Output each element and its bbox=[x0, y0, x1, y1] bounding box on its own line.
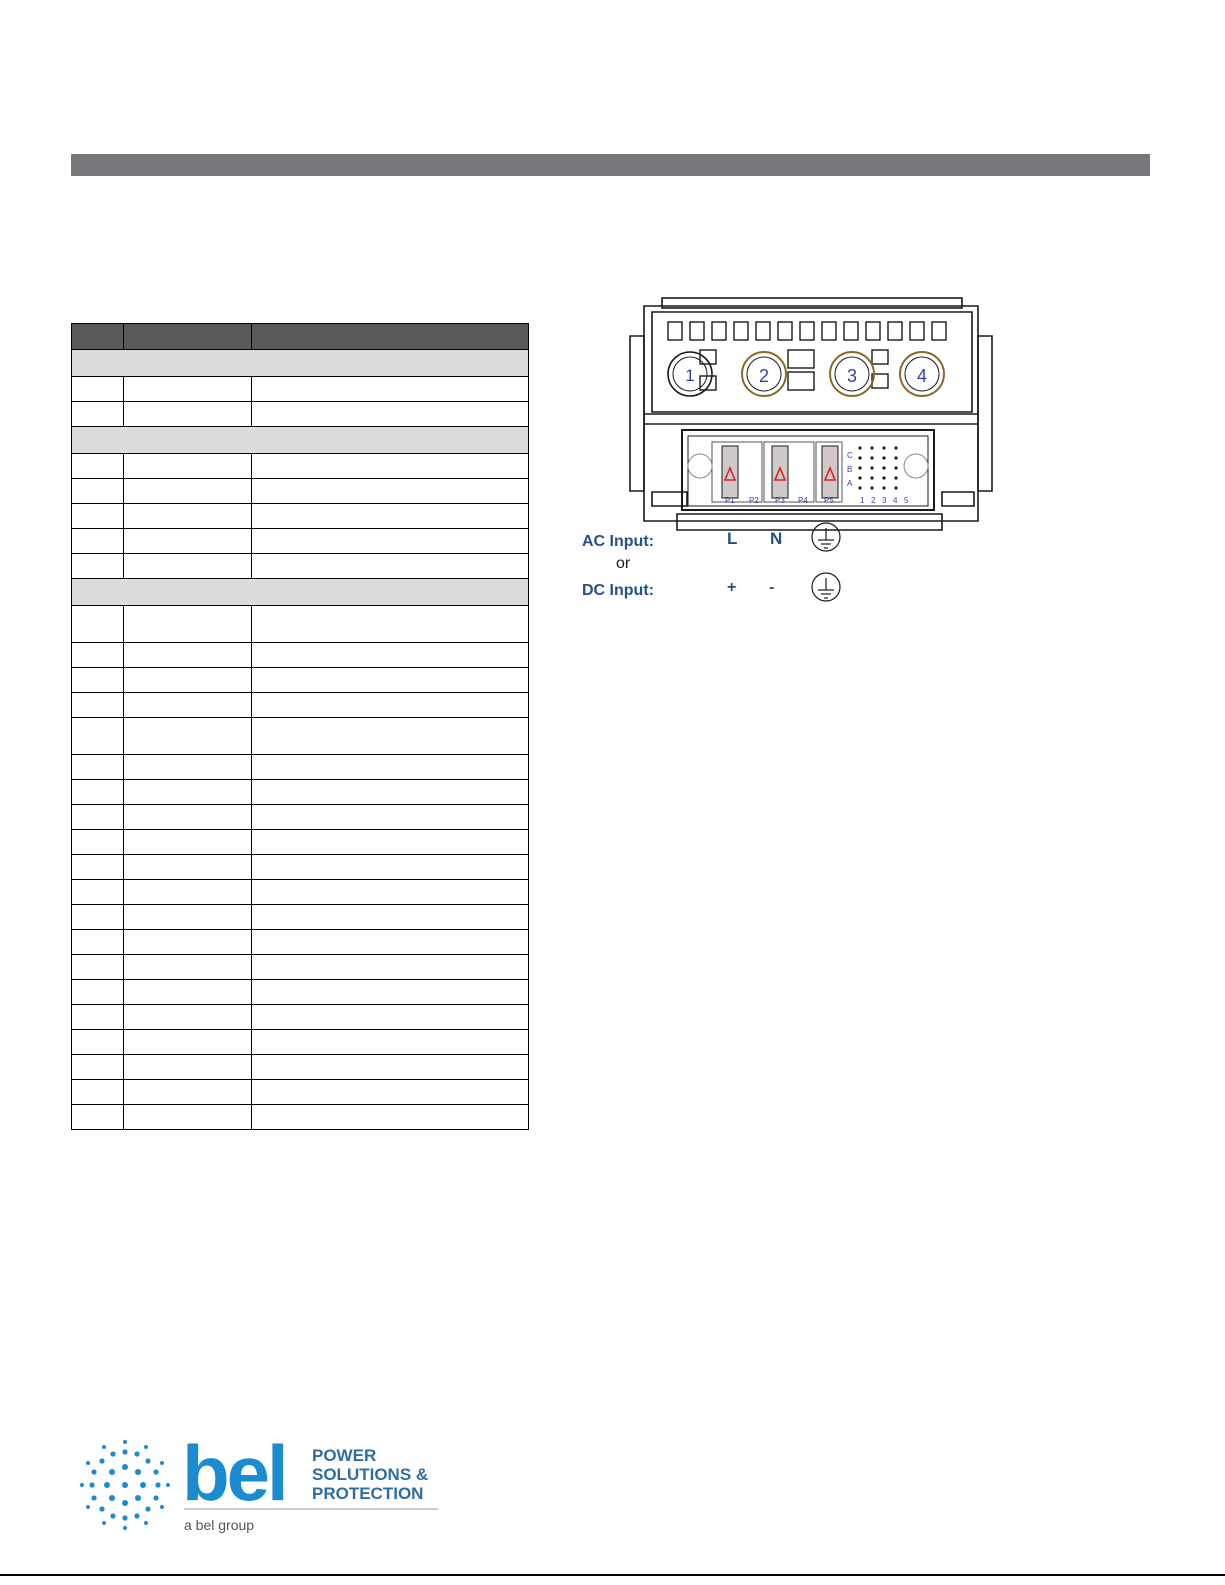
table-cell bbox=[124, 905, 252, 930]
table-row bbox=[72, 643, 529, 668]
table-cell bbox=[252, 855, 529, 880]
table-cell bbox=[124, 830, 252, 855]
table-cell bbox=[124, 402, 252, 427]
table-cell bbox=[252, 1105, 529, 1130]
table-cell bbox=[72, 479, 124, 504]
group-cell bbox=[72, 579, 529, 606]
table-cell bbox=[124, 504, 252, 529]
table-cell bbox=[252, 643, 529, 668]
table-cell bbox=[72, 955, 124, 980]
module-number: 1 bbox=[685, 366, 695, 385]
module-number: 2 bbox=[758, 366, 770, 386]
table-cell bbox=[252, 554, 529, 579]
protective-earth-icon bbox=[812, 523, 840, 551]
table-cell bbox=[72, 402, 124, 427]
company-logo bbox=[80, 1440, 460, 1540]
table-cell bbox=[124, 1080, 252, 1105]
table-row bbox=[72, 980, 529, 1005]
table-row bbox=[72, 1030, 529, 1055]
logo-wordmark: bel bbox=[182, 1440, 286, 1517]
table-row bbox=[72, 955, 529, 980]
table-cell bbox=[72, 1055, 124, 1080]
dotted-globe-icon bbox=[80, 1440, 170, 1530]
table-row bbox=[72, 905, 529, 930]
pin-label: 4 bbox=[893, 496, 898, 505]
table-cell bbox=[252, 1005, 529, 1030]
group-cell bbox=[72, 427, 529, 454]
signal-letter: C bbox=[847, 451, 853, 460]
table-cell bbox=[252, 830, 529, 855]
table-cell bbox=[72, 643, 124, 668]
connector-pinout-diagram bbox=[582, 296, 1022, 616]
table-cell bbox=[72, 780, 124, 805]
table-row bbox=[72, 805, 529, 830]
table-cell bbox=[252, 668, 529, 693]
or-text: or bbox=[616, 555, 631, 572]
group-cell bbox=[72, 350, 529, 377]
table-row bbox=[72, 554, 529, 579]
table-cell bbox=[124, 855, 252, 880]
table-cell bbox=[72, 693, 124, 718]
table-row bbox=[72, 693, 529, 718]
table-cell bbox=[124, 377, 252, 402]
table-row bbox=[72, 1080, 529, 1105]
table-cell bbox=[124, 1105, 252, 1130]
pin-label: 5 bbox=[904, 496, 909, 505]
protective-earth-icon bbox=[812, 573, 840, 601]
table-row bbox=[72, 780, 529, 805]
table-cell bbox=[252, 454, 529, 479]
table-row bbox=[72, 930, 529, 955]
table-cell bbox=[252, 930, 529, 955]
table-cell bbox=[124, 606, 252, 643]
table-cell bbox=[72, 905, 124, 930]
table-cell bbox=[124, 755, 252, 780]
pin-label: P5 bbox=[824, 496, 834, 505]
logo-tagline-line: POWER bbox=[312, 1446, 377, 1465]
table-cell bbox=[124, 805, 252, 830]
section-header-bar bbox=[71, 154, 1150, 176]
header-cell bbox=[252, 324, 529, 350]
table-row bbox=[72, 606, 529, 643]
pin-label: P3 bbox=[775, 496, 785, 505]
table-row bbox=[72, 454, 529, 479]
table-group-row bbox=[72, 579, 529, 606]
dc-input-label: DC Input: bbox=[582, 582, 654, 599]
table-cell bbox=[252, 805, 529, 830]
table-cell bbox=[124, 479, 252, 504]
table-cell bbox=[124, 529, 252, 554]
pin-label: 2 bbox=[871, 496, 876, 505]
table-header-row bbox=[72, 324, 529, 350]
table-cell bbox=[72, 454, 124, 479]
ac-input-label: AC Input: bbox=[582, 533, 654, 550]
pin-assignment-table bbox=[71, 323, 529, 1130]
table-cell bbox=[72, 718, 124, 755]
footer-rule bbox=[0, 1574, 1225, 1576]
table-cell bbox=[252, 880, 529, 905]
input-connector-block bbox=[682, 430, 934, 510]
table-cell bbox=[252, 377, 529, 402]
ac-line-label: L bbox=[727, 529, 738, 548]
table-row bbox=[72, 377, 529, 402]
table-cell bbox=[252, 718, 529, 755]
connector-housing bbox=[630, 298, 992, 530]
table-cell bbox=[72, 554, 124, 579]
table-cell bbox=[72, 504, 124, 529]
table-cell bbox=[252, 1030, 529, 1055]
table-row bbox=[72, 402, 529, 427]
table-cell bbox=[252, 780, 529, 805]
table-cell bbox=[124, 668, 252, 693]
table-cell bbox=[252, 402, 529, 427]
table-cell bbox=[252, 980, 529, 1005]
table-cell bbox=[252, 1080, 529, 1105]
table-cell bbox=[124, 554, 252, 579]
table-row bbox=[72, 1055, 529, 1080]
table-row bbox=[72, 504, 529, 529]
table-cell bbox=[72, 930, 124, 955]
table-cell bbox=[124, 980, 252, 1005]
table-cell bbox=[252, 755, 529, 780]
table-cell bbox=[72, 805, 124, 830]
table-cell bbox=[252, 529, 529, 554]
table-cell bbox=[124, 955, 252, 980]
table-cell bbox=[72, 855, 124, 880]
table-row bbox=[72, 830, 529, 855]
pin-label: P2 bbox=[749, 496, 759, 505]
logo-tagline-line: SOLUTIONS & bbox=[312, 1465, 429, 1484]
table-cell bbox=[252, 693, 529, 718]
table-cell bbox=[72, 529, 124, 554]
table-cell bbox=[72, 377, 124, 402]
pin-label: 3 bbox=[882, 496, 887, 505]
table-cell bbox=[252, 1055, 529, 1080]
signal-letter: A bbox=[847, 479, 853, 488]
top-slot-row bbox=[668, 322, 946, 390]
module-number: 3 bbox=[846, 366, 858, 386]
table-cell bbox=[124, 1005, 252, 1030]
table-cell bbox=[252, 504, 529, 529]
table-cell bbox=[252, 955, 529, 980]
table-row bbox=[72, 1005, 529, 1030]
table-cell bbox=[124, 1030, 252, 1055]
table-group-row bbox=[72, 350, 529, 377]
logo-subtext: a bel group bbox=[184, 1517, 255, 1533]
table-row bbox=[72, 755, 529, 780]
table-cell bbox=[124, 718, 252, 755]
table-row bbox=[72, 668, 529, 693]
table-cell bbox=[124, 930, 252, 955]
table-cell bbox=[72, 1005, 124, 1030]
table-row bbox=[72, 855, 529, 880]
pin-label: P1 bbox=[725, 496, 735, 505]
signal-letter: B bbox=[847, 465, 853, 474]
table-cell bbox=[72, 1105, 124, 1130]
table-row bbox=[72, 1105, 529, 1130]
table-cell bbox=[72, 980, 124, 1005]
ac-neutral-label: N bbox=[770, 529, 783, 548]
table-cell bbox=[72, 1030, 124, 1055]
table-cell bbox=[72, 755, 124, 780]
logo-tagline-line: PROTECTION bbox=[312, 1484, 424, 1503]
table-group-row bbox=[72, 427, 529, 454]
table-row bbox=[72, 718, 529, 755]
pin-label: P4 bbox=[798, 496, 808, 505]
table-cell bbox=[124, 454, 252, 479]
table-cell bbox=[252, 606, 529, 643]
table-cell bbox=[252, 905, 529, 930]
table-cell bbox=[124, 643, 252, 668]
table-row bbox=[72, 880, 529, 905]
table-cell bbox=[124, 693, 252, 718]
pin-label: 1 bbox=[860, 496, 865, 505]
table-cell bbox=[72, 668, 124, 693]
table-cell bbox=[72, 606, 124, 643]
table-cell bbox=[72, 830, 124, 855]
dc-plus-label: + bbox=[727, 579, 737, 596]
table-cell bbox=[72, 880, 124, 905]
table-cell bbox=[124, 880, 252, 905]
table-cell bbox=[124, 1055, 252, 1080]
dc-minus-label: - bbox=[769, 579, 775, 596]
table-row bbox=[72, 479, 529, 504]
table-cell bbox=[252, 479, 529, 504]
header-cell bbox=[72, 324, 124, 350]
module-number: 4 bbox=[916, 366, 928, 386]
header-cell bbox=[124, 324, 252, 350]
table-cell bbox=[72, 1080, 124, 1105]
table-cell bbox=[124, 780, 252, 805]
table-row bbox=[72, 529, 529, 554]
